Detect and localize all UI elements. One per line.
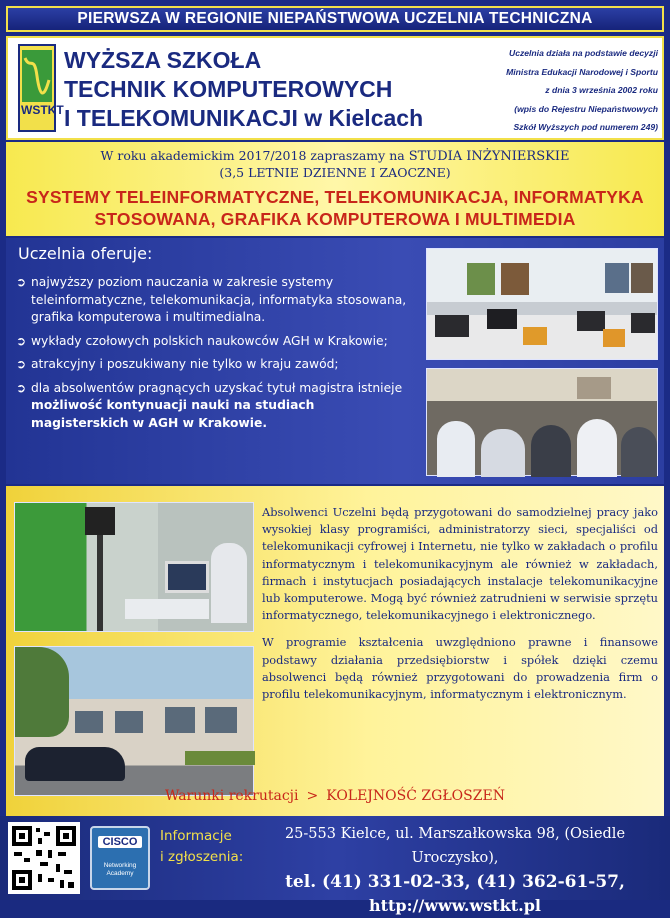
list-item: ➲ wykłady czołowych polskich naukowców AGH w Krakowie;	[16, 333, 416, 351]
recruitment-arrow: >	[306, 788, 319, 804]
recruitment-label: Warunki rekrutacji	[165, 788, 299, 804]
offer-list	[16, 274, 416, 438]
graduates-text	[262, 504, 658, 713]
cisco-academy-logo	[90, 826, 150, 890]
invite-text: W roku akademickim 2017/2018 zapraszamy na	[100, 148, 409, 163]
school-name-line: TECHNIK KOMPUTEROWYCH	[64, 76, 393, 102]
school-name-line: WYŻSZA SZKOŁA	[64, 47, 262, 73]
offer-title: Uczelnia oferuje:	[18, 244, 153, 263]
legal-line: (wpis do Rejestru Niepaństwowych	[514, 103, 658, 114]
recruitment-value: KOLEJNOŚĆ ZGŁOSZEŃ	[326, 788, 505, 804]
phone-numbers: tel. (41) 331-02-33, (41) 362-61-57,	[285, 872, 625, 892]
wave-icon	[22, 50, 52, 102]
lecture-hall-photo	[426, 368, 658, 476]
legal-line: Uczelnia działa na podstawie decyzji	[508, 48, 658, 58]
cisco-subtitle: Networking Academy	[103, 862, 137, 877]
arrow-bullet-icon: ➲	[16, 357, 27, 371]
graduates-section	[6, 486, 664, 816]
website-link[interactable]: http://www.wstkt.pl	[369, 896, 541, 915]
study-duration: (3,5 LETNIE DZIENNE I ZAOCZNE)	[219, 165, 451, 180]
logo-text: WSTKT	[21, 103, 64, 117]
arrow-bullet-icon: ➲	[16, 333, 27, 348]
program-band	[6, 142, 664, 236]
recruitment-line	[6, 788, 664, 804]
university-building-photo	[14, 646, 254, 796]
contact-details	[246, 822, 664, 918]
study-fields	[6, 186, 664, 230]
graduates-paragraph: W programie kształcenia uwzględniono prawne i finansowe podstawy działania przedsiębiorstw i spółek dzięki czemu absolwenci będą również przygotowani do prowadzenia firm o profilu telekomunikacyjnym, informatycznym i elektronicznym.	[262, 635, 658, 702]
info-label: Informacje i zgłoszenia:	[160, 828, 244, 865]
legal-line: Szkół Wyższych pod numerem 249)	[513, 122, 658, 132]
tv-studio-photo	[14, 502, 254, 632]
list-item: ➲ atrakcyjny i poszukiwany nie tylko w kraju zawód;	[16, 356, 416, 374]
top-banner: PIERWSZA W REGIONIE NIEPAŃSTWOWA UCZELNIA TECHNICZNA	[6, 6, 664, 32]
invite-highlight: STUDIA INŻYNIERSKIE	[408, 149, 570, 164]
school-name-line: I TELEKOMUNIKACJI w Kielcach	[64, 105, 424, 131]
arrow-bullet-icon: ➲	[16, 380, 27, 395]
address: 25-553 Kielce, ul. Marszałkowska 98, (Osiedle Uroczysko),	[284, 826, 626, 866]
legal-note	[492, 44, 658, 137]
arrow-bullet-icon: ➲	[16, 275, 27, 289]
invitation	[6, 148, 664, 181]
footer	[0, 816, 670, 915]
legal-line: Ministra Edukacji Narodowej i Sportu	[506, 66, 658, 77]
offer-section	[6, 238, 664, 484]
study-fields-line: SYSTEMY TELEINFORMATYCZNE, TELEKOMUNIKACJA, INFORMATYKA	[26, 187, 644, 207]
study-fields-line: STOSOWANA, GRAFIKA KOMPUTEROWA I MULTIMEDIA	[94, 209, 576, 229]
graduates-paragraph: Absolwenci Uczelni będą przygotowani do samodzielnej pracy jako wysokiej klasy programiści, administratorzy sieci, specjaliści od telekomunikacji cyfrowej i Internetu, nie tylko w zakładach o profilu informatycznym i telekomunikacyjnym ale również w zakładach, firmach i instytucjach posiadających instalacje telekomunikacyjne lub komputerowe. Mogą być również zatrudnieni w serwisie sprzętu informatycznego, telekomunikacyjnego i elektronicznego.	[262, 505, 658, 623]
qr-code-icon[interactable]	[8, 822, 80, 894]
school-name	[64, 46, 494, 133]
computer-lab-photo	[426, 248, 658, 360]
legal-line: z dnia 3 września 2002 roku	[545, 85, 658, 95]
wstkt-logo-icon	[18, 44, 64, 132]
list-item: ➲ najwyższy poziom nauczania w zakresie systemy teleinformatyczne, telekomunikacja, informatyka stosowana, grafika komputerowa i multimedialna.	[16, 275, 407, 324]
cisco-name: CISCO	[98, 836, 142, 848]
header	[6, 36, 664, 140]
list-item: ➲ dla absolwentów pragnących uzyskać tytuł magistra istnieje możliwość kontynuacji nauki na studiach magisterskich w AGH w Krakowie.	[16, 380, 403, 430]
